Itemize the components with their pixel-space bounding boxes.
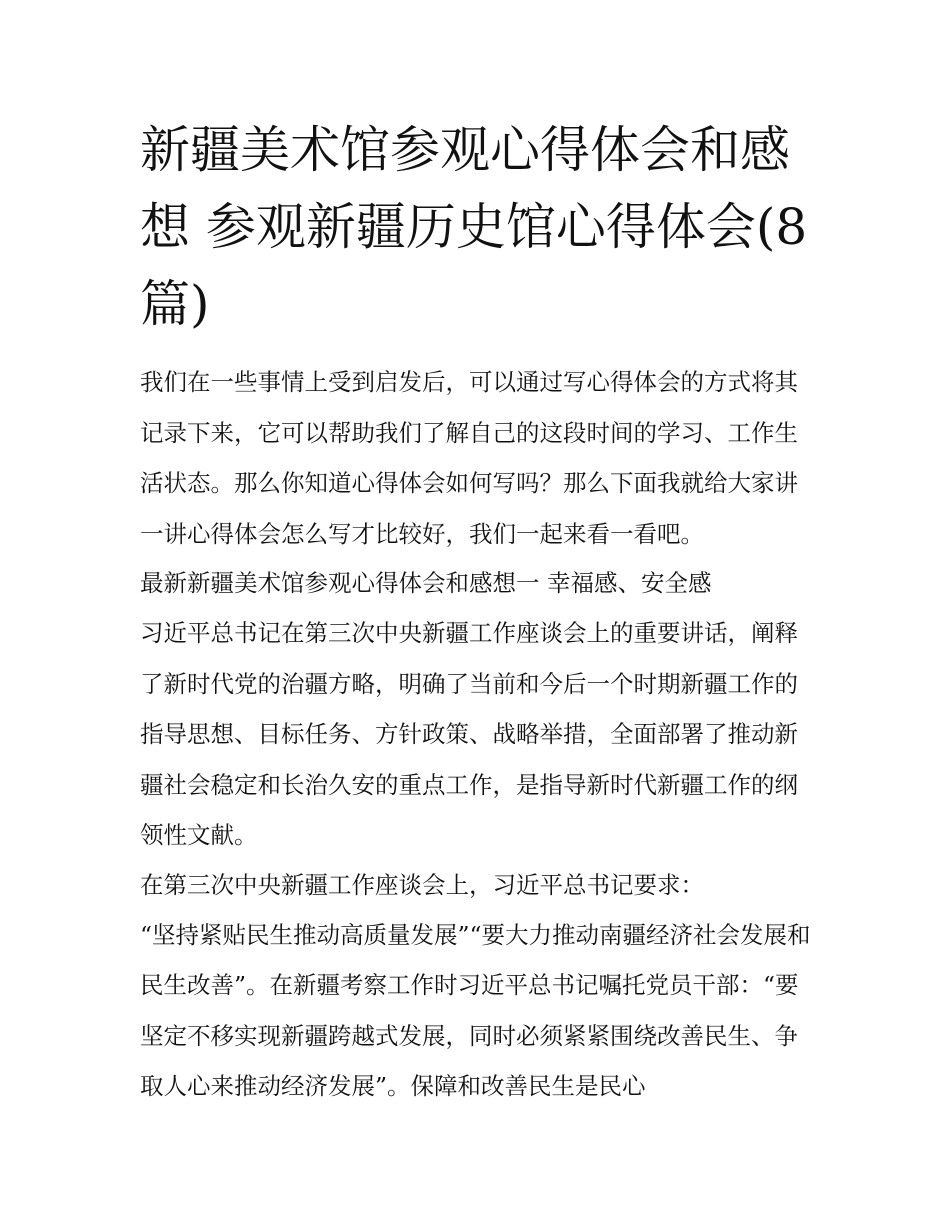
document-page [140, 112, 816, 1112]
body-paragraph: 在第三次中央新疆工作座谈会上，习近平总书记要求： [140, 870, 704, 899]
body-paragraph: “坚持紧贴民生推动高质量发展”“要大力推动南疆经济社会发展和民生改善”。在新疆考察工作时习近平总书记嘱托党员干部：“要坚定不移实现新疆跨越式发展，同时必须紧紧围绕改善民生、争取人心来推动经济发展”。保障和改善民生是民心 [140, 920, 811, 1100]
body-paragraph: 习近平总书记在第三次中央新疆工作座谈会上的重要讲话，阐释了新时代党的治疆方略，明确了当前和今后一个时期新疆工作的指导思想、目标任务、方针政策、战略举措，全面部署了推动新疆社会稳定和长治久安的重点工作，是指导新时代新疆工作的纲领性文献。 [140, 619, 798, 849]
section-heading: 最新新疆美术馆参观心得体会和感想一 幸福感、安全感 [140, 569, 712, 597]
document-title: 新疆美术馆参观心得体会和感想 参观新疆历史馆心得体会(8篇) [140, 121, 808, 333]
intro-paragraph: 我们在一些事情上受到启发后，可以通过写心得体会的方式将其记录下来，它可以帮助我们了解自己的这段时间的学习、工作生活状态。那么你知道心得体会如何写吗？那么下面我就给大家讲一讲心得体会怎么写才比较好，我们一起来看一看吧。 [140, 368, 798, 548]
